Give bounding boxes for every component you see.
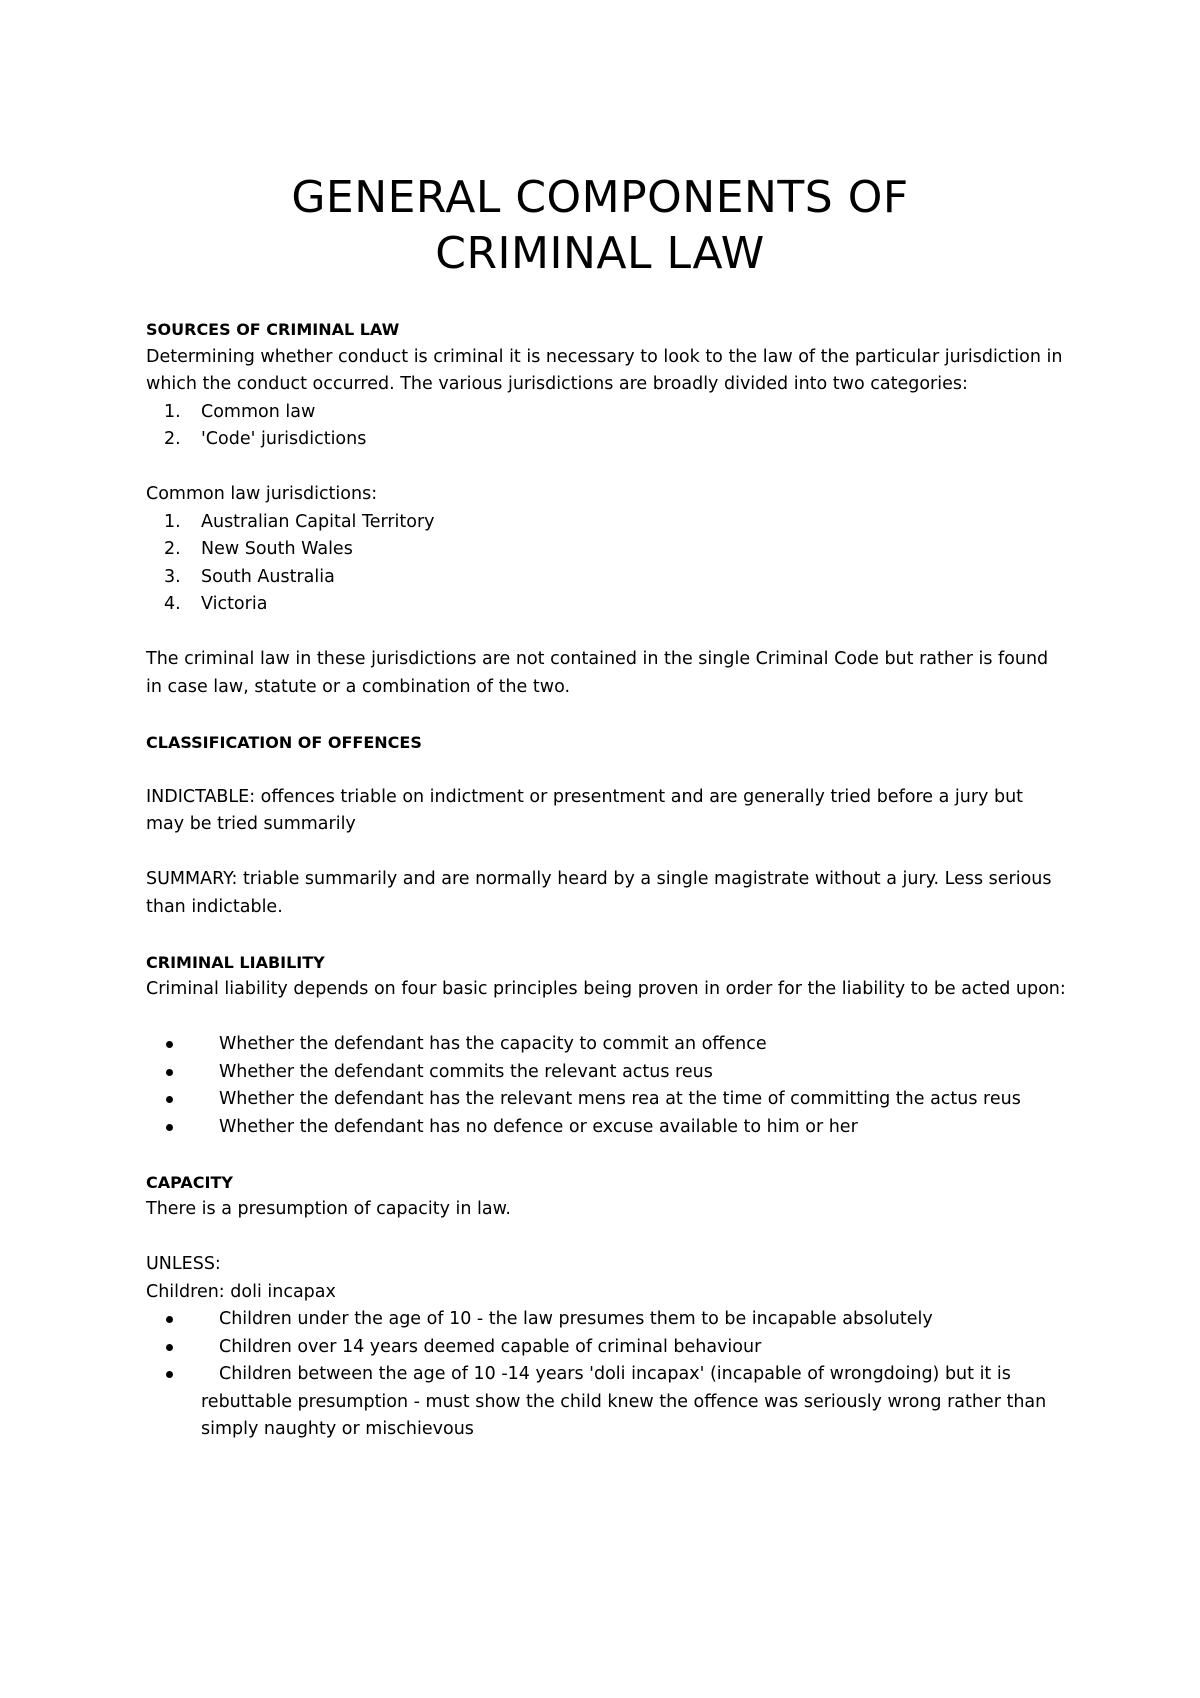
list-number: 1.	[164, 401, 181, 422]
spacer	[146, 1224, 1066, 1252]
list-item	[146, 1114, 1066, 1142]
list-item	[146, 591, 1066, 619]
list-number: 2.	[164, 539, 181, 559]
list-number: 3.	[164, 566, 181, 587]
list-item	[146, 536, 1066, 564]
sources-intro: Determining whether conduct is criminal it is necessary to look to the law of the particular jurisdiction in which the conduct occurred. The various jurisdictions are broadly divided into two categories:	[146, 346, 1063, 394]
principles-list	[146, 1031, 1066, 1141]
list-item	[146, 399, 1066, 427]
list-item	[146, 509, 1066, 537]
list-item-text: Whether the defendant has the relevant mens rea at the time of committing the actus reus	[219, 1089, 1021, 1109]
spacer	[146, 921, 1066, 949]
spacer	[146, 619, 1066, 647]
list-item-text: South Australia	[201, 566, 335, 587]
list-item-text: Whether the defendant has no defence or excuse available to him or her	[219, 1116, 858, 1137]
bullet-icon	[166, 1041, 173, 1048]
spacer	[146, 839, 1066, 867]
list-item-text: Whether the defendant has the capacity to commit an offence	[219, 1034, 767, 1054]
unless-label: UNLESS:	[146, 1254, 221, 1274]
title-line-2: CRIMINAL LAW	[435, 228, 765, 279]
capacity-presumption: There is a presumption of capacity in law.	[146, 1199, 511, 1219]
indictable-definition: INDICTABLE: offences triable on indictment or presentment and are generally tried before a jury but may be tried summarily	[146, 786, 1024, 834]
liability-intro: Criminal liability depends on four basic principles being proven in order for the liability to be acted upon:	[146, 979, 1066, 999]
jurisdictions-note: The criminal law in these jurisdictions are not contained in the single Criminal Code but rather is found in case law, statute or a combination of the two.	[146, 649, 1049, 697]
spacer	[146, 701, 1066, 729]
sources-heading: SOURCES OF CRIMINAL LAW	[146, 320, 400, 339]
document-body	[146, 316, 1066, 1444]
bullet-icon	[166, 1344, 173, 1351]
list-item	[146, 1334, 1066, 1362]
list-item	[146, 1086, 1066, 1114]
children-list	[146, 1306, 1066, 1444]
list-number: 4.	[164, 594, 181, 614]
list-item	[146, 426, 1066, 454]
list-item-text: New South Wales	[201, 539, 353, 559]
common-law-label: Common law jurisdictions:	[146, 484, 378, 504]
summary-definition: SUMMARY: triable summarily and are normally heard by a single magistrate without a jury. Less serious than indictable.	[146, 869, 1052, 917]
list-item	[146, 564, 1066, 592]
list-item-text: Children between the age of 10 -14 years 'doli incapax' (incapable of wrongdoing) but it is rebuttable presumption - must show the child knew the offence was seriously wrong rather than simply naughty or mischievous	[201, 1364, 1047, 1439]
list-item-text: Children under the age of 10 - the law presumes them to be incapable absolutely	[219, 1309, 933, 1329]
bullet-icon	[166, 1316, 173, 1323]
list-number: 2.	[164, 429, 181, 449]
list-item-text: Victoria	[201, 594, 268, 614]
list-item-text: Common law	[201, 401, 316, 422]
spacer	[146, 454, 1066, 482]
bullet-icon	[166, 1371, 173, 1378]
list-item	[146, 1031, 1066, 1059]
list-item-text: Children over 14 years deemed capable of criminal behaviour	[219, 1336, 762, 1357]
spacer	[146, 756, 1066, 784]
title-line-1: GENERAL COMPONENTS OF	[291, 172, 909, 223]
jurisdictions-list	[146, 509, 1066, 619]
capacity-heading: CAPACITY	[146, 1172, 233, 1192]
list-item	[146, 1306, 1066, 1334]
spacer	[146, 1141, 1066, 1169]
bullet-icon	[166, 1096, 173, 1103]
list-item	[146, 1059, 1066, 1087]
liability-heading: CRIMINAL LIABILITY	[146, 952, 325, 972]
children-label: Children: doli incapax	[146, 1281, 336, 1302]
document-title	[0, 170, 1200, 282]
classification-heading: CLASSIFICATION OF OFFENCES	[146, 732, 422, 752]
bullet-icon	[166, 1124, 173, 1131]
list-item-text: 'Code' jurisdictions	[201, 429, 367, 449]
bullet-icon	[166, 1069, 173, 1076]
list-item	[146, 1361, 1066, 1444]
categories-list	[146, 399, 1066, 454]
list-item-text: Australian Capital Territory	[201, 511, 435, 532]
list-item-text: Whether the defendant commits the relevant actus reus	[219, 1061, 713, 1082]
spacer	[146, 1004, 1066, 1032]
list-number: 1.	[164, 511, 181, 532]
